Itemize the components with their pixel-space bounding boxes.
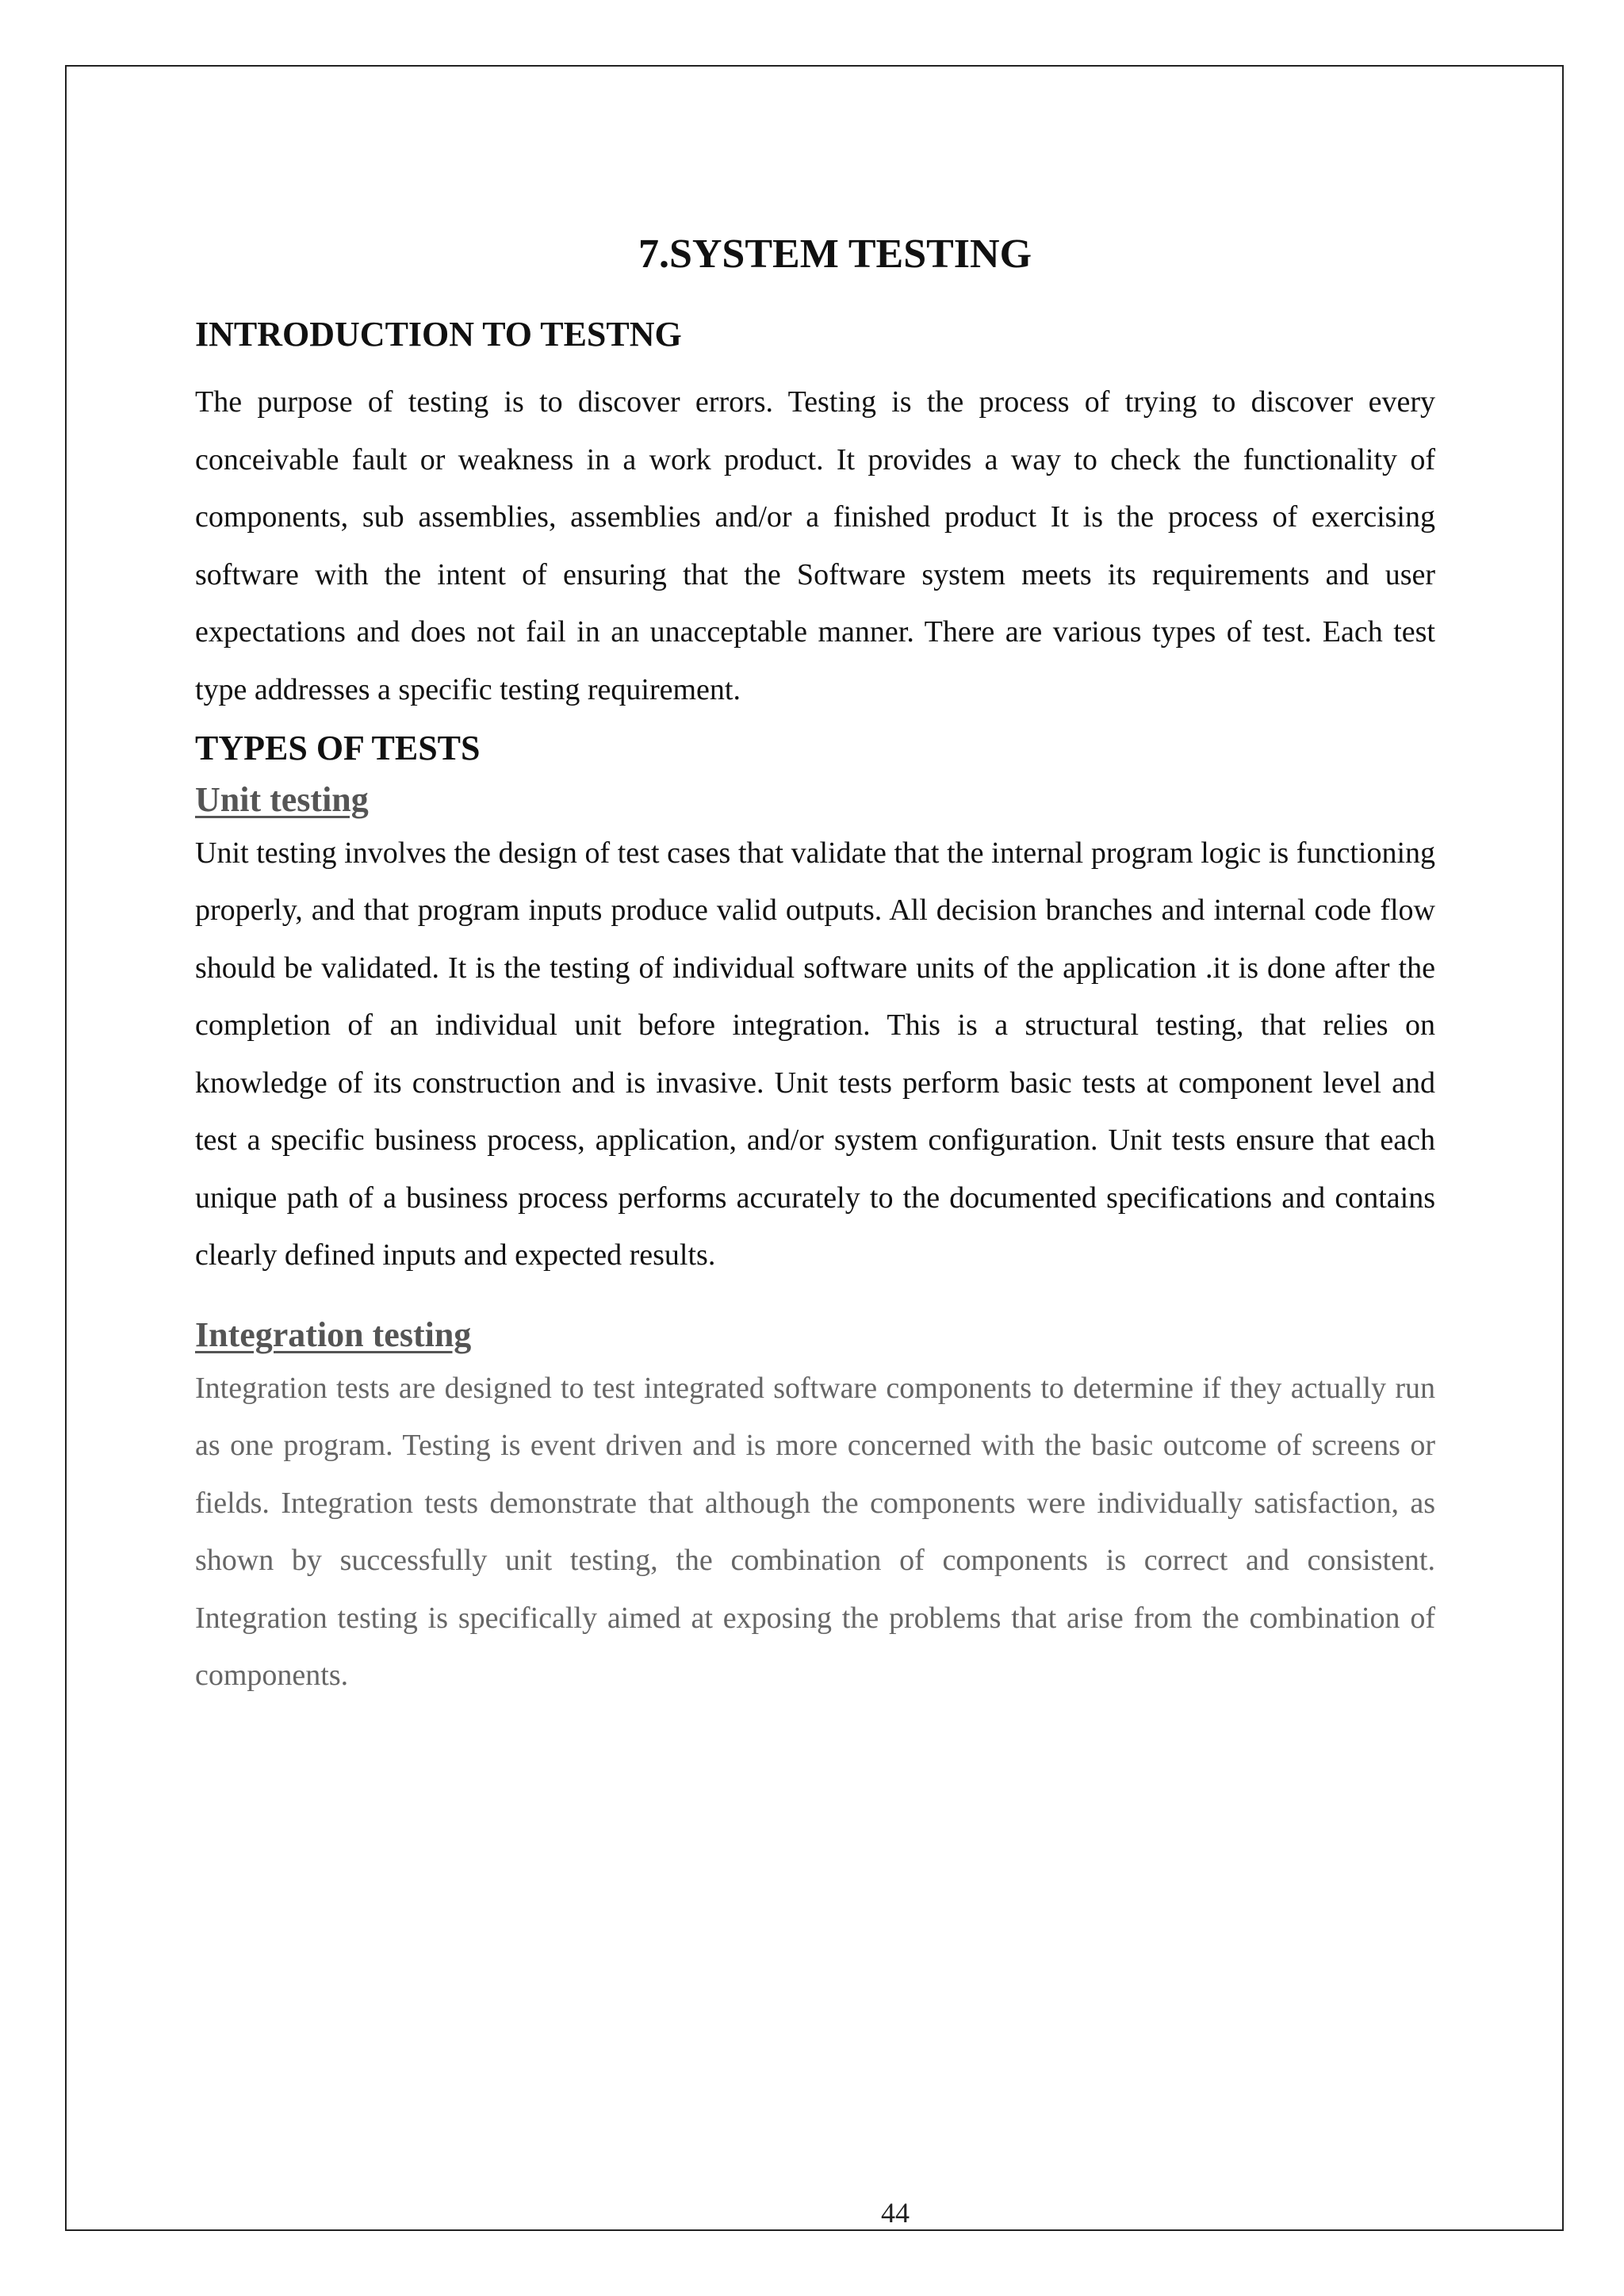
unit-testing-heading: Unit testing: [195, 779, 369, 819]
integration-testing-heading: Integration testing: [195, 1314, 472, 1354]
chapter-title: 7.SYSTEM TESTING: [638, 232, 1032, 277]
types-heading: TYPES OF TESTS: [195, 729, 481, 768]
intro-paragraph: The purpose of testing is to discover errors. Testing is the process of trying to discover every conceivable fault or weakness in a work product. It provides a way to check the functionality of components, sub assemblies, assemblies and/or a finished product It is the process of exercising software with the intent of ensuring that the Software system meets its requirements and user expectations and does not fail in an unacceptable manner. There are various types of test. Each test type addresses a specific testing requirement.: [195, 385, 1435, 706]
intro-heading: INTRODUCTION TO TESTNG: [195, 315, 682, 354]
integration-testing-paragraph: Integration tests are designed to test integrated software components to determine if they actually run as one program. Testing is event driven and is more concerned with the basic outcome of screens or fields. Integration tests demonstrate that although the components were individually satisfaction, as shown by successfully unit testing, the combination of components is correct and consistent. Integration testing is specifically aimed at exposing the problems that arise from the combination of components.: [195, 1371, 1435, 1693]
page-number: 44: [881, 2197, 910, 2229]
document-content: [195, 230, 1435, 1705]
unit-testing-paragraph: Unit testing involves the design of test cases that validate that the internal program logic is functioning properly, and that program inputs produce valid outputs. All decision branches and internal code flow should be validated. It is the testing of individual software units of the application .it is done after the completion of an individual unit before integration. This is a structural testing, that relies on knowledge of its construction and is invasive. Unit tests perform basic tests at component level and test a specific business process, application, and/or system configuration. Unit tests ensure that each unique path of a business process performs accurately to the documented specifications and contains clearly defined inputs and expected results.: [195, 836, 1435, 1272]
